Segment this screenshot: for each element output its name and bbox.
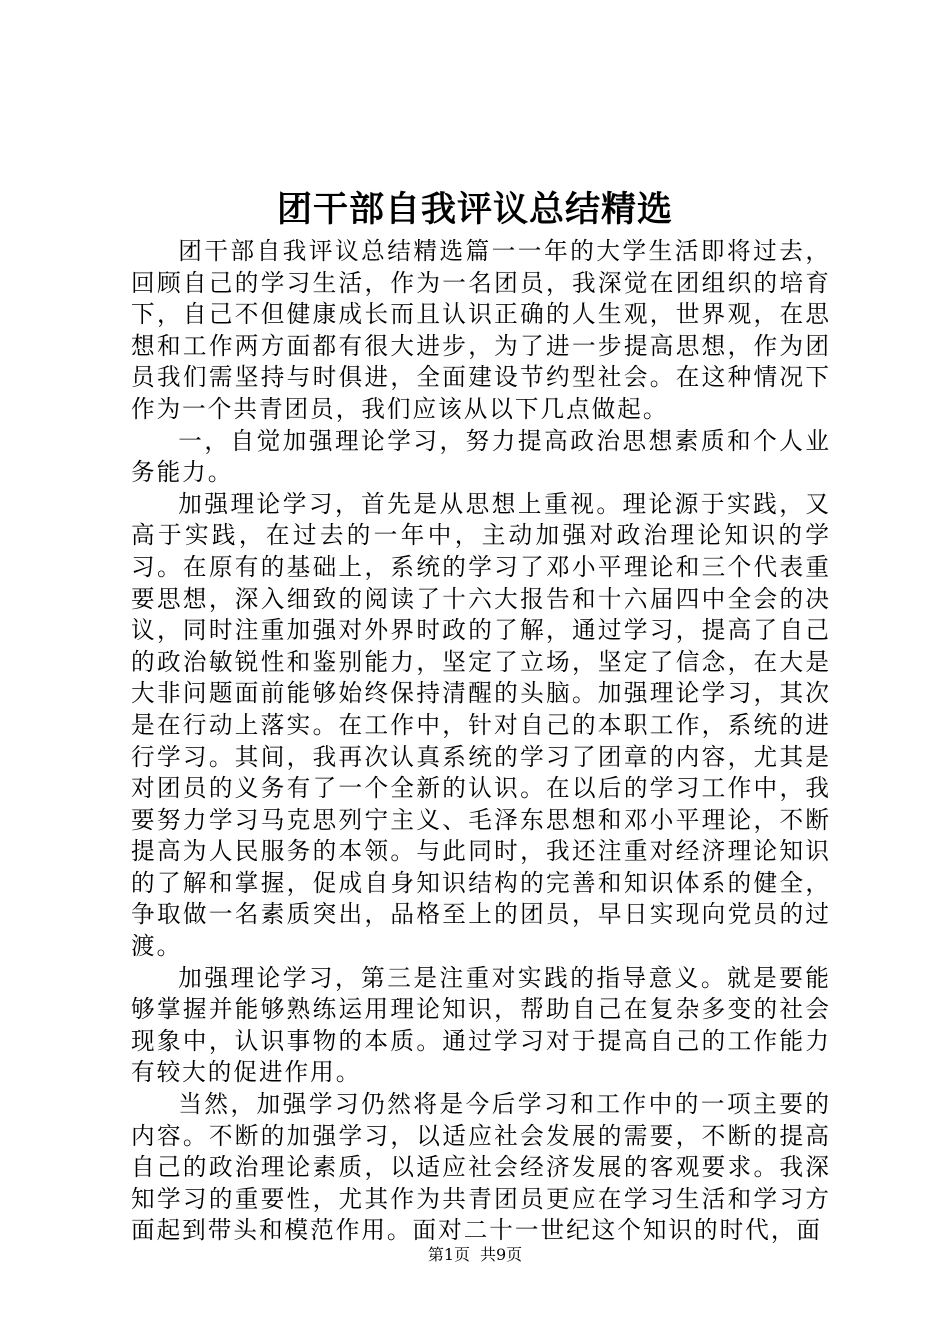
total-pages-label: 共9页 <box>480 1245 523 1264</box>
page-footer <box>0 1244 950 1266</box>
paragraph-3: 加强理论学习，首先是从思想上重视。理论源于实践，又高于实践，在过去的一年中，主动加强对政治理论知识的学习。在原有的基础上，系统的学习了邓小平理论和三个代表重要思想，深入细致的阅读了十六大报告和十六届四中全会的决议，同时注重加强对外界时政的了解，通过学习，提高了自己的政治敏锐性和鉴别能力，坚定了立场，坚定了信念，在大是大非问题面前能够始终保持清醒的头脑。加强理论学习，其次是在行动上落实。在工作中，针对自己的本职工作，系统的进行学习。其间，我再次认真系统的学习了团章的内容，尤其是对团员的义务有了一个全新的认识。在以后的学习工作中，我要努力学习马克思列宁主义、毛泽东思想和邓小平理论，不断提高为人民服务的本领。与此同时，我还注重对经济理论知识的了解和掌握，促成自身知识结构的完善和知识体系的健全，争取做一名素质突出，品格至上的团员，早日实现向党员的过渡。 <box>131 489 831 961</box>
paragraph-1: 团干部自我评议总结精选篇一一年的大学生活即将过去，回顾自己的学习生活，作为一名团员，我深觉在团组织的培育下，自己不但健康成长而且认识正确的人生观，世界观，在思想和工作两方面都有很大进步，为了进一步提高思想，作为团员我们需坚持与时俱进，全面建设节约型社会。在这种情况下作为一个共青团员，我们应该从以下几点做起。 <box>131 237 831 423</box>
current-page-label: 第1页 <box>427 1245 470 1264</box>
document-title: 团干部自我评议总结精选 <box>276 190 673 230</box>
paragraph-2: 一，自觉加强理论学习，努力提高政治思想素质和个人业务能力。 <box>131 426 831 487</box>
paragraph-5: 当然，加强学习仍然将是今后学习和工作中的一项主要的内容。不断的加强学习，以适应社会发展的需要，不断的提高自己的政治理论素质，以适应社会经济发展的客观要求。我深知学习的重要性，尤其作为共青团员更应在学习生活和学习方面起到带头和模范作用。面对二十一世纪这个知识的时代，面 <box>131 1090 831 1245</box>
document-body <box>131 236 831 1247</box>
paragraph-4: 加强理论学习，第三是注重对实践的指导意义。就是要能够掌握并能够熟练运用理论知识，帮助自己在复杂多变的社会现象中，认识事物的本质。通过学习对于提高自己的工作能力有较大的促进作用。 <box>131 963 831 1087</box>
